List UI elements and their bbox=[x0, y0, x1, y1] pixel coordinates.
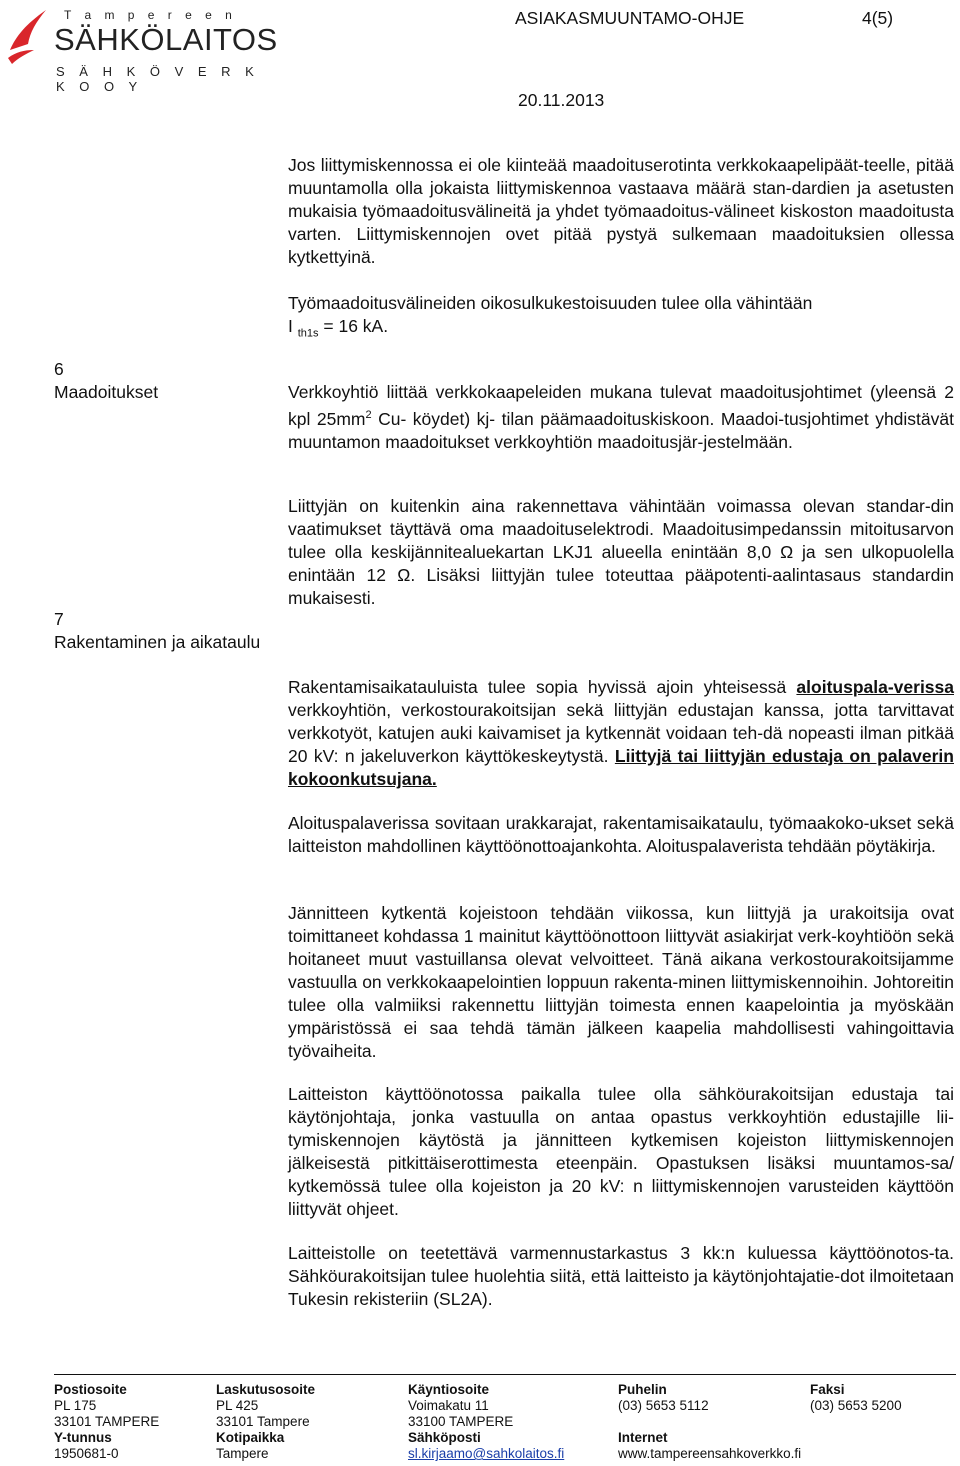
footer-email-label: Sähköposti bbox=[408, 1430, 481, 1445]
footer-visiting-street: Voimakatu 11 bbox=[408, 1398, 489, 1413]
document-title: ASIAKASMUUNTAMO-OHJE bbox=[515, 8, 745, 28]
section-7-title: Rakentaminen ja aikataulu bbox=[54, 632, 261, 652]
section-7-heading bbox=[54, 608, 260, 654]
footer-billing-box: PL 425 bbox=[216, 1398, 259, 1413]
current-symbol: I bbox=[288, 316, 298, 336]
s6-p1-text-b: Cu- köydet) kj- tilan päämaadoituskiskoon. Maadoi-tusjohtimet yhdistävät muuntamon maadoitukset verkkoyhtiön maadoitusjär-jestelmään. bbox=[288, 408, 954, 452]
current-subscript: th1s bbox=[297, 327, 319, 340]
logo-top-text: T a m p e r e e n bbox=[64, 8, 237, 22]
company-logo bbox=[6, 6, 278, 94]
footer-fax-number: (03) 5653 5200 bbox=[810, 1398, 902, 1413]
footer-domicile: Tampere bbox=[216, 1446, 269, 1461]
footer-phone-number: (03) 5653 5112 bbox=[618, 1398, 709, 1413]
footer-divider bbox=[54, 1374, 956, 1375]
footer-domicile-label: Kotipaikka bbox=[216, 1430, 285, 1445]
footer-business-id-label: Y-tunnus bbox=[54, 1430, 112, 1445]
footer-visiting-label: Käyntiosoite bbox=[408, 1382, 490, 1397]
footer-internet-label: Internet bbox=[618, 1430, 668, 1445]
logo-sub-text: S Ä H K Ö V E R K K O O Y bbox=[56, 64, 260, 94]
section-6-heading bbox=[54, 358, 158, 404]
footer-website[interactable]: www.tampereensahkoverkko.fi bbox=[618, 1446, 802, 1461]
logo-mark-icon bbox=[6, 6, 54, 64]
page-number: 4(5) bbox=[862, 8, 894, 28]
intro-paragraph-1: Jos liittymiskennossa ei ole kiinteää maadoituserotinta verkkokaapelipäät-teelle, pitää muuntamolla olla jokaista liittymiskennoa vastaava määrä stan-dardien ja asetusten mukaisia työmaadoitusvälineitä ja yhdet työmaadoitus-välineet kiskoston maadoitusta varten. Liittymiskennojen ovet pitää pystyä sulkemaan maadoituksien ollessa kytkettyinä. bbox=[288, 155, 954, 267]
footer-email-link[interactable]: sl.kirjaamo@sahkolaitos.fi bbox=[408, 1446, 565, 1461]
section-7-number: 7 bbox=[54, 609, 64, 629]
footer-postal-label: Postiosoite bbox=[54, 1382, 127, 1397]
footer-billing-city: 33101 Tampere bbox=[216, 1414, 310, 1429]
footer-phone-label: Puhelin bbox=[618, 1382, 667, 1397]
section-6-paragraph-2: Liittyjän on kuitenkin aina rakennettava vähintään voimassa olevan standar-din vaatimukset täyttävä oma maadoituselektrodi. Maadoitusimpedanssin mitoitusarvon tulee olla keskijännitealuekartan LKJ1 alueella enintään 8,0 Ω ja sen ulkopuolella enintään 12 Ω. Lisäksi liittyjän tulee toteuttaa pääpotenti-aalintasaus standardin mukaisesti. bbox=[288, 496, 954, 608]
kickoff-meeting-emphasis: aloituspala-verissa bbox=[796, 677, 954, 697]
footer-visiting-city: 33100 TAMPERE bbox=[408, 1414, 514, 1429]
section-7-paragraph-1 bbox=[288, 676, 954, 791]
s7-p1-text-b: verkkoyhtiön, verkostourakoitsijan sekä liittyjän edustajan kanssa, jotta tarvittavat verkkotyöt, katujen auki kaivamiset ja kytkennät voidaan teh-dä nopeasti ilman pitkää 20 kV: n jakeluverkon käyttökeskeytystä. bbox=[288, 700, 954, 766]
logo-main-text: SÄHKÖLAITOS bbox=[54, 22, 278, 57]
current-value: = 16 kA. bbox=[318, 316, 389, 336]
section-6-paragraph-1 bbox=[288, 381, 954, 454]
document-date: 20.11.2013 bbox=[518, 90, 605, 110]
footer-billing-label: Laskutusosoite bbox=[216, 1382, 316, 1397]
section-7-paragraph-5: Laitteistolle on teetettävä varmennustarkastus 3 kk:n kuluessa käyttöönotos-ta. Sähköurakoitsijan tulee huolehtia siitä, että laitteisto ja käytönjohtajatie-dot ilmoitetaan Tukesin rekisteriin (SL2A). bbox=[288, 1243, 954, 1309]
footer-fax-label: Faksi bbox=[810, 1382, 845, 1397]
section-7-paragraph-4: Laitteiston käyttöönotossa paikalla tulee olla sähköurakoitsijan edustaja tai käytönjohtaja, jonka vastuulla on antaa opastus verkkoyhtiön edustajille lii-tymiskennojen käytöstä ja jännitteen kytkemisen kojeiston liittymiskennojen jälkeisestä pitkittäiserottimesta eteenpäin. Opastuksen lisäksi muuntamos-sa/ kytkemössä tulee olla kojeiston ja 20 kV: n liittymiskennojen varusteiden käyttöön liittyvät ohjeet. bbox=[288, 1084, 954, 1219]
section-7-paragraph-3: Jännitteen kytkentä kojeistoon tehdään viikossa, kun liittyjä ja urakoitsija ovat toimittaneet kohdassa 1 mainitut käyttöönottoon liittyvät asiakirjat verk-koyhtiöön sekä hoitaneet muut vastuillansa olevat velvoitteet. Tänä aikana verkostourakoitsijamme vastuulla on verkkokaapelointien loppuun rakenta-minen liittymiskennoihin. Johtoreitin tulee olla valmiiksi rakennettu liittyjän toimesta ennen kaapelointia ja myöskään ympäristössä ei saa tehdä tämän jälkeen kaapelia mahdollisesti vahingoittavia työvaiheita. bbox=[288, 903, 954, 1061]
intro-paragraph-2 bbox=[288, 292, 954, 346]
section-6-title: Maadoitukset bbox=[54, 382, 159, 402]
footer-postal-box: PL 175 bbox=[54, 1398, 97, 1413]
section-7-paragraph-2: Aloituspalaverissa sovitaan urakkarajat, rakentamisaikataulu, työmaakoko-ukset sekä laitteiston mahdollinen käyttöönottoajankohta. Aloituspalaverista tehdään pöytäkirja. bbox=[288, 813, 954, 856]
squared-superscript: 2 bbox=[365, 409, 372, 421]
footer-business-id: 1950681-0 bbox=[54, 1446, 119, 1461]
section-6-number: 6 bbox=[54, 359, 64, 379]
s6-p1-text-a: Verkkoyhtiö liittää verkkokaapeleiden mukana tulevat maadoitusjohtimet (yleensä 2 kpl 25mm bbox=[288, 382, 954, 429]
convener-emphasis: Liittyjä tai liittyjän edustaja on palaverin kokoonkutsujana. bbox=[288, 746, 954, 789]
footer-postal-city: 33101 TAMPERE bbox=[54, 1414, 160, 1429]
intro-p2-text: Työmaadoitusvälineiden oikosulkukestoisuuden tulee olla vähintään bbox=[288, 293, 813, 313]
s7-p1-text-a: Rakentamisaikatauluista tulee sopia hyvissä ajoin yhteisessä bbox=[288, 677, 797, 697]
